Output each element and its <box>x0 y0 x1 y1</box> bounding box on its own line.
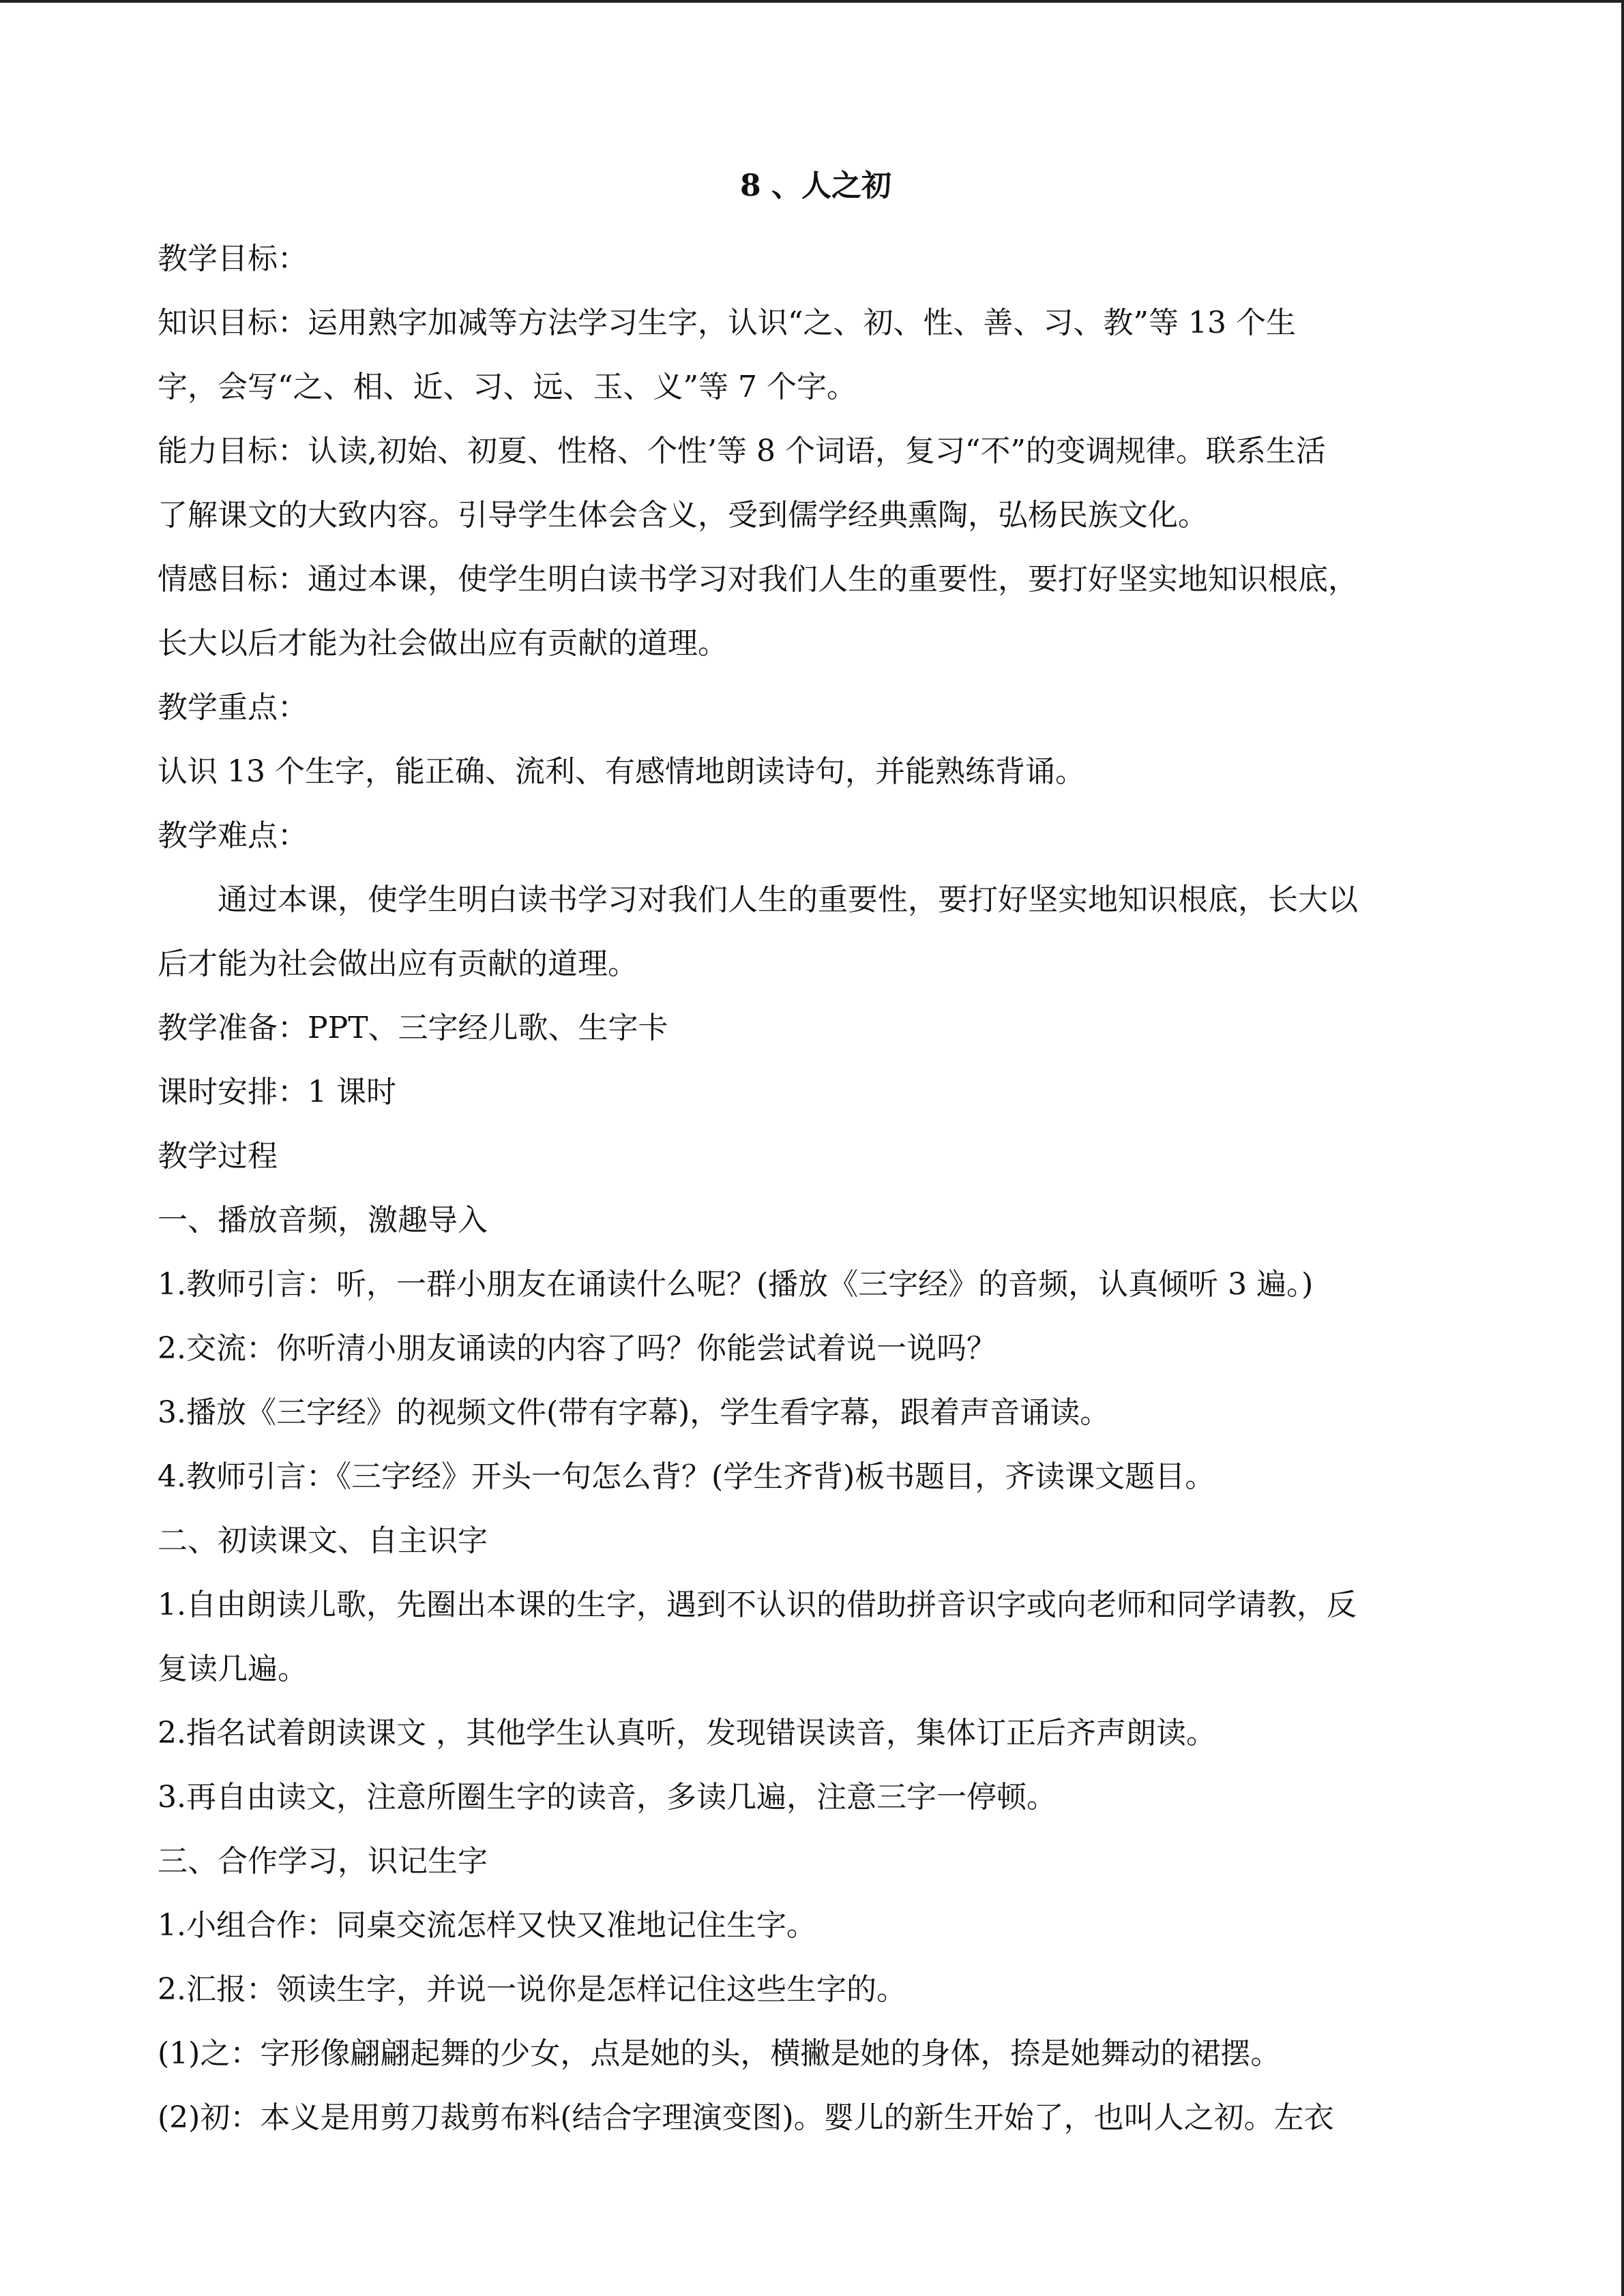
list-item: 1.自由朗读儿歌，先圈出本课的生字，遇到不认识的借助拼音识字或向老师和同学请教，反 <box>158 1587 1357 1622</box>
list-item: 2.汇报：领读生字，并说一说你是怎样记住这些生字的。 <box>158 1972 906 2007</box>
list-item: 4.教师引言：《三字经》开头一句怎么背？(学生齐背)板书题目，齐读课文题目。 <box>158 1459 1215 1494</box>
paragraph-line: 通过本课，使学生明白读书学习对我们人生的重要性，要打好坚实地知识根底，长大以 <box>218 882 1358 917</box>
page-title: 8 、人之初 <box>740 168 891 203</box>
paragraph-line: 能力目标：认读,初始、初夏、性格、个性’等 8 个词语，复习“不”的变调规律。联系生活 <box>158 434 1326 468</box>
list-item: 3.再自由读文，注意所圈生字的读音，多读几遍，注意三字一停顿。 <box>158 1780 1057 1815</box>
list-item: 1.小组合作：同桌交流怎样又快又准地记住生字。 <box>158 1908 816 1943</box>
section-heading: 二、初读课文、自主识字 <box>158 1523 488 1558</box>
paragraph-line: 认识 13 个生字，能正确、流利、有感情地朗读诗句，并能熟练背诵。 <box>158 754 1085 789</box>
section-heading: 一、播放音频，激趣导入 <box>158 1203 488 1238</box>
list-item: 2.指名试着朗读课文 ，其他学生认真听，发现错误读音，集体订正后齐声朗读。 <box>158 1716 1216 1750</box>
heading-teaching-goals: 教学目标： <box>158 241 308 276</box>
list-item: 3.播放《三字经》的视频文件(带有字幕)，学生看字幕，跟着声音诵读。 <box>158 1395 1110 1430</box>
paragraph-line: 知识目标：运用熟字加减等方法学习生字，认识“之、初、性、善、习、教”等 13 个生 <box>158 305 1296 340</box>
paragraph-line: 长大以后才能为社会做出应有贡献的道理。 <box>158 626 728 661</box>
heading-key-points: 教学重点： <box>158 690 308 725</box>
list-item: 1.教师引言：听，一群小朋友在诵读什么呢？(播放《三字经》的音频，认真倾听 3 遍。) <box>158 1267 1314 1302</box>
teaching-preparation: 教学准备：PPT、三字经儿歌、生字卡 <box>158 1011 668 1045</box>
heading-difficulties: 教学难点： <box>158 818 308 853</box>
document-body <box>158 166 1474 2150</box>
section-heading: 三、合作学习，识记生字 <box>158 1844 488 1879</box>
paragraph-line: 情感目标：通过本课，使学生明白读书学习对我们人生的重要性，要打好坚实地知识根底， <box>158 562 1358 597</box>
heading-teaching-process: 教学过程 <box>158 1139 278 1174</box>
paragraph-line: 了解课文的大致内容。引导学生体会含义，受到儒学经典熏陶，弘杨民族文化。 <box>158 498 1208 533</box>
paragraph-line: 后才能为社会做出应有贡献的道理。 <box>158 946 638 981</box>
list-item: 2.交流：你听清小朋友诵读的内容了吗？你能尝试着说一说吗？ <box>158 1331 996 1366</box>
paragraph-line: 复读几遍。 <box>158 1652 308 1686</box>
paragraph-line: 字，会写“之、相、近、习、远、玉、义”等 7 个字。 <box>158 370 857 404</box>
list-item: (2)初：本义是用剪刀裁剪布料(结合字理演变图)。婴儿的新生开始了，也叫人之初。左衣 <box>158 2100 1334 2135</box>
list-item: (1)之：字形像翩翩起舞的少女，点是她的头，横撇是她的身体，捺是她舞动的裙摆。 <box>158 2036 1281 2071</box>
class-schedule: 课时安排：1 课时 <box>158 1075 396 1109</box>
